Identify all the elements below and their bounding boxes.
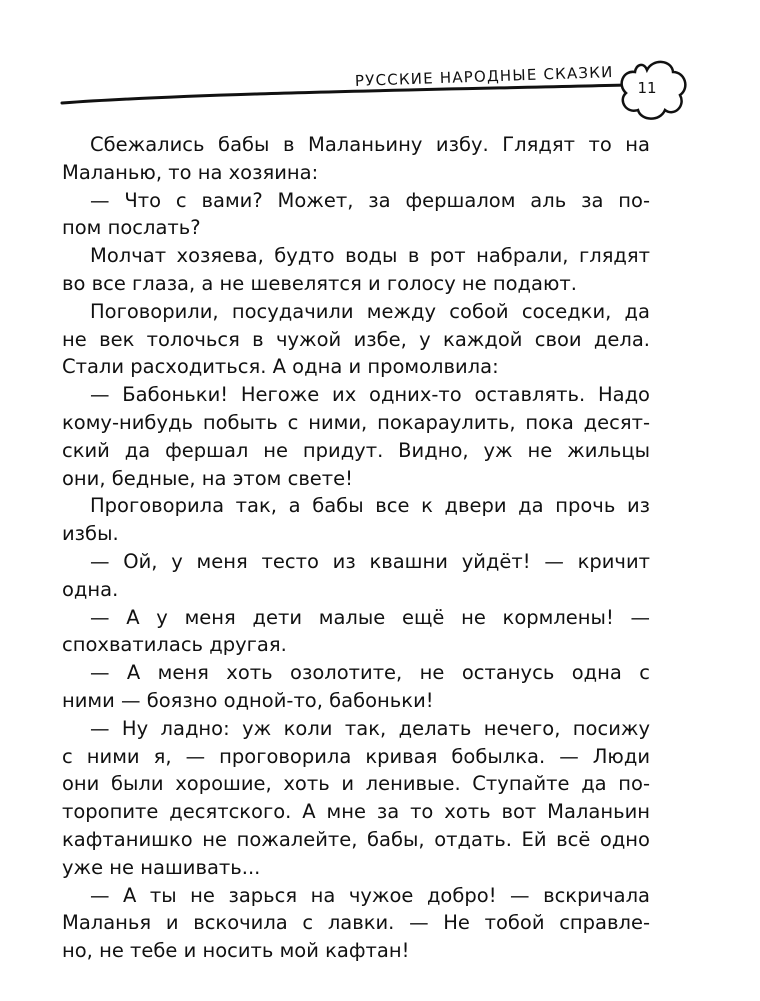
text-line: Поговорили, посудачили между собой соседки, да [90, 299, 650, 323]
text-line: торопите десятского. А мне за то хоть вот Маланьин [62, 800, 650, 824]
text-line: пом послать? [62, 216, 201, 240]
text-line: спохватилась другая. [62, 633, 287, 657]
text-line: Сбежались бабы в Маланьину избу. Глядят то на [90, 133, 650, 156]
text-line: Маланья и вскочила с лавки. — Не тобой справле- [62, 911, 650, 935]
text-line: Молчат хозяева, будто воды в рот набрали, глядят [90, 244, 650, 268]
text-line: не век толочься в чужой избе, у каждой свои дела. [62, 327, 650, 351]
text-line: Проговорила так, а бабы все к двери да прочь из [90, 494, 650, 518]
text-line: — Ну ладно: уж коли так, делать нечего, посижу [90, 716, 650, 740]
text-line: избы. [62, 522, 119, 546]
text-line: — А меня хоть озолотите, не останусь одна с [90, 661, 650, 685]
text-line: — Что с вами? Может, за фершалом аль за по- [90, 188, 650, 212]
text-line: — А у меня дети малые ещё не кормлены! — [90, 605, 650, 629]
text-line: они были хорошие, хоть и ленивые. Ступайте да по- [62, 772, 650, 796]
text-line: кому-нибудь побыть с ними, покараулить, пока десят- [62, 410, 650, 434]
header-swoosh-line [62, 85, 628, 103]
text-line: Стали расходиться. А одна и промолвила: [62, 355, 499, 379]
text-line: — А ты не зарься на чужое добро! — вскричала [90, 883, 650, 907]
text-line: во все глаза, а не шевелятся и голосу не подают. [62, 271, 577, 295]
header-decoration [0, 0, 760, 130]
page-number: 11 [637, 79, 657, 97]
text-line: — Ой, у меня тесто из квашни уйдёт! — кричит [90, 549, 650, 573]
text-line: Маланью, то на хозяина: [62, 160, 319, 184]
running-title: РУССКИЕ НАРОДНЫЕ СКАЗКИ [354, 62, 614, 90]
text-line: ский да фершал не придут. Видно, уж не жильцы [62, 438, 650, 462]
text-line: — Бабоньки! Негоже их одних-то оставлять. Надо [90, 383, 650, 407]
page-header [0, 0, 760, 130]
text-line: уже не нашивать... [62, 855, 261, 879]
text-line: они, бедные, на этом свете! [62, 466, 353, 490]
text-line: кафтанишко не пожалейте, бабы, отдать. Ей всё одно [62, 827, 650, 851]
story-text [62, 131, 650, 965]
text-line: одна. [62, 577, 119, 601]
text-line: с ними я, — проговорила кривая бобылка. — Люди [62, 744, 650, 768]
text-line: ними — боязно одной-то, бабоньки! [62, 688, 434, 712]
text-line: но, не тебе и носить мой кафтан! [62, 939, 410, 963]
